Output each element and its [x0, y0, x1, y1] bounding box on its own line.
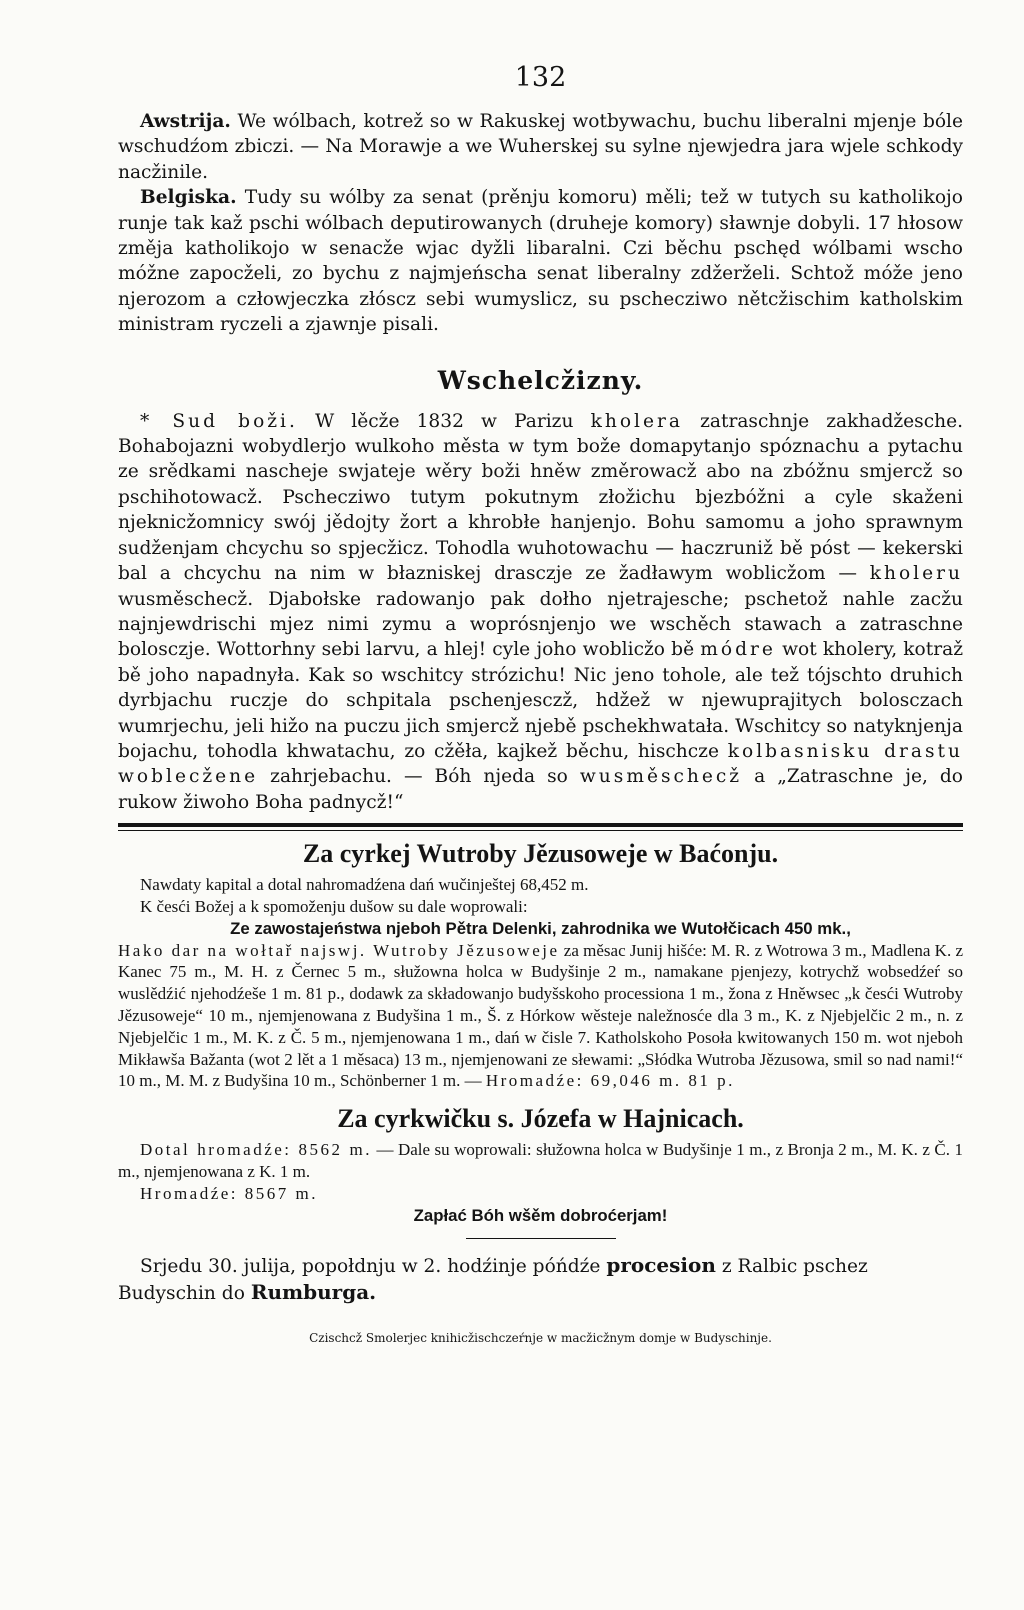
notice-1-line-1: Nawdaty kapital a dotal nahromadźena dań wučinještej 68,452 m.: [140, 875, 589, 895]
notice-1-title: Za cyrkej Wutroby Jězusoweje w Baćonju.: [302, 839, 779, 869]
austria-paragraph: [118, 109, 963, 185]
notice-2-dotal: Dotal hromadźe: 8562 m.: [140, 1140, 372, 1160]
notice-1-paragraph: [118, 940, 963, 1093]
miscellany-title: Wschelcžizny.: [437, 365, 644, 395]
belgium-heading: Belgiska.: [140, 187, 237, 209]
section-divider-thick: [118, 823, 963, 827]
notice-1-text: za měsac Junij hišće: M. R. z Wotrowa 3 m., Madlena K. z Kanec 75 m., M. H. z Černec 5 m., słužowna holca w Budyšinje 2 m., namakane pjenjezy, kotrychž wobsedźeŕ so wuslědźić njehodźeše 1 m. 81 p., dodawk za składowanjo budyšskoho processiona 1 m., žona z Hněwsec „k česći Wutroby Jězusoweje“ 10 m., njemjenowana z Budyšina 1 m., Š. z Hórkow wěsteje naležnosće dla 3 m., K. z Njebjelčic 2 m., n. z Njebjelčic 1 m., M. K. z Č. 5 m., njemjenowana 1 m., dań w čisle 7. Katholskoho Posoła kwitowanych 150 m. wot njeboh Mikławša Bažanta (wot 2 lět a 1 měsaca) 13 m., njemjenowani ze słewami: „Słódka Wutroba Jězusowa, smil so nad nami!“ 10 m., M. M. z Budyšina 10 m., Schönberner 1 m. —: [118, 940, 964, 1091]
notice-2-total: Hromadźe: 8567 m.: [140, 1183, 318, 1203]
article-text-5: zahrjebachu. — Bóh njeda so: [270, 766, 568, 788]
notice-1-total: Hromadźe: 69,046 m. 81 p.: [485, 1071, 735, 1091]
cholera-word-2: kholeru: [869, 563, 963, 585]
announcement-bold-1: procesion: [606, 1253, 716, 1278]
printer-imprint: Czischcž Smolerjec knihicžischczeŕnje w macžicžnym domje w Budyschinje.: [309, 1330, 772, 1345]
article-heading: * Sud boži.: [140, 410, 298, 432]
miscellany-article: [118, 409, 963, 816]
announcement-bold-2: Rumburga.: [250, 1279, 377, 1304]
notice-2-paragraph: [118, 1139, 963, 1183]
notice-1-line-2: K česći Božej a k spomoženju dušow su dale woprowali:: [140, 896, 528, 916]
article-text-2: zatraschnje zakhadžesche. Bohabojazni wobydlerjo wulkoho města w tym bože domapytanjo spóznachu a pytachu ze srědkami nascheje swjateje wěry boži hněw změrowacž abo na zbóžnu smjercž so pschihotowacž. Pschecziwo tutym pokutnym złožichu bjezbóžni a cyle skaženi njeknicžomnicy swój jědojty žort a khrobłe hanjenjo. Bohu samomu a joho sprawnym sudženjam chcychu so spjecžicz. Tohodla wuhotowachu — haczruniž bě póst — kekerski bal a chcychu na nim w błazniskej drasczje ze žadławym woblicžom —: [118, 410, 963, 585]
mock-word: wusměschecž: [579, 766, 743, 788]
notice-2-thanks: Zapłać Bóh wšěm dobroćerjam!: [413, 1205, 668, 1225]
cholera-word-1: kholera: [590, 410, 683, 432]
belgium-text: Tudy su wólby za senat (prěnju komoru) měli; tež w tutych su katholikojo runje tak kaž pschi wólbach deputirowanych (druheje komory) sławnje dobyli. 17 hłosow změja katholikojo w senacže wjac dyžli libaralni. Czi běchu pschęd wólbami wscho móžne zapocželi, zo bychu z najmjeńscha senat liberalny zdžerželi. Schtož móže jeno njerozom a człowjeczka złóscz sebi wumyslicz, su pschecziwo nětcžischim katholskim ministram ryczeli a zjawnje pisali.: [118, 187, 963, 336]
short-divider: [466, 1238, 616, 1239]
article-text-1: W lěcže 1832 w Parizu: [315, 410, 574, 432]
announcement-text-2: z Ralbic pschez Budyschin do: [118, 1256, 868, 1304]
procession-announcement: [118, 1253, 963, 1306]
costume-phrase: kolbasnisku drastu woblecžene: [118, 740, 963, 788]
modre-word: módre: [700, 639, 776, 661]
announcement-text-1: Srjedu 30. julija, popołdnju w 2. hodźinje póńdźe: [140, 1256, 601, 1278]
article-text-4: wot kholery, kotraž bě joho napadnyła. Kak so wschitcy strózichu! Nic jeno tohole, ale tež tójschto druhich dyrbjachu ruczje do schpitala pschenjesczž, hdžež w njewuprajitych bolosczach wumrjechu, jeli hižo na puczu jich smjercž njebě pschekhwatała. Wschitcy so natyknjenja bojachu, tohodla khwatachu, zo cžěła, kajkež běchu, hischcze: [118, 639, 963, 762]
belgium-paragraph: [118, 185, 963, 337]
notice-2-text: — Dale su woprowali: słužowna holca w Budyšinje 1 m., z Bronja 2 m., M. K. z Č. 1 m., njemjenowana z K. 1 m.: [118, 1140, 963, 1181]
notice-2-title: Za cyrkwičku s. Józefa w Hajnicach.: [337, 1104, 744, 1134]
notice-2-total-line: [118, 1183, 963, 1205]
article-text-3: wusměschecž. Djabołske radowanjo pak dołho njetrajesche; pschetož nahle zacžu najnjewdrischi mjez nimi zymu a woprósnjenjo we wschěch stawach a zatraschne bolosczje. Wottorhny sebi larvu, a hlej! cyle joho woblicžo bě: [118, 588, 963, 661]
article-text-6: a „Zatraschne je, do rukow žiwoho Boha padnycž!“: [118, 766, 963, 813]
page: [118, 62, 963, 1345]
notice-1-hako: Hako dar na wołtař najswj. Wutroby Jězusoweje: [118, 940, 560, 960]
section-divider-thin: [118, 830, 963, 831]
notice-1-bold-line: Ze zawostajeństwa njeboh Pětra Delenki, zahrodnika we Wutołčicach 450 mk.,: [230, 918, 851, 938]
page-number: 132: [514, 62, 567, 93]
austria-heading: Awstrija.: [140, 111, 231, 132]
austria-text: We wólbach, kotrež so w Rakuskej wotbywachu, buchu liberalni mjenje bóle wschudźom zbiczi. — Na Morawje a we Wuherskej su sylne njewjedra jara wjele schkody nacžinile.: [118, 111, 963, 183]
